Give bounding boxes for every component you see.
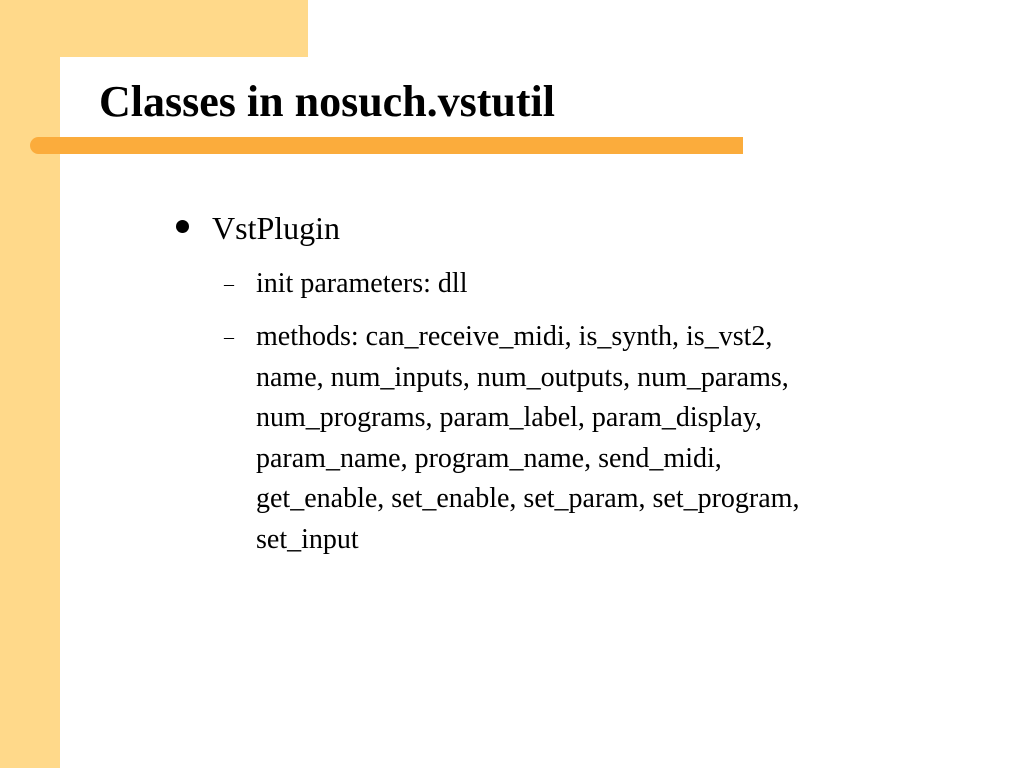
sub-item-text — [256, 264, 468, 305]
bullet-label: VstPlugin — [212, 210, 341, 246]
dash-icon: – — [224, 273, 234, 295]
top-decorative-band — [0, 0, 308, 57]
bullet-item — [176, 206, 976, 250]
dash-icon: – — [224, 326, 234, 348]
sub-item-line: name, num_inputs, num_outputs, num_params, — [256, 361, 789, 393]
sub-item-line: methods: can_receive_midi, is_synth, is_vst2, — [256, 321, 773, 352]
sub-item-init-parameters — [224, 264, 924, 305]
sub-item-line: get_enable, set_enable, set_param, set_program, — [256, 483, 800, 514]
left-decorative-band — [0, 0, 60, 768]
sub-item-line: param_name, program_name, send_midi, — [256, 442, 722, 474]
sub-item-methods — [224, 317, 924, 560]
sub-item-line: num_programs, param_label, param_display, — [256, 402, 762, 433]
corner-notch — [60, 57, 90, 87]
sub-item-line: init parameters: dll — [256, 268, 468, 299]
slide-title: Classes in nosuch.vstutil — [99, 77, 556, 126]
bullet-dot-icon — [176, 220, 189, 233]
sub-item-text — [256, 317, 924, 560]
sub-item-line: set_input — [256, 523, 359, 555]
title-underline-bar — [30, 137, 743, 154]
